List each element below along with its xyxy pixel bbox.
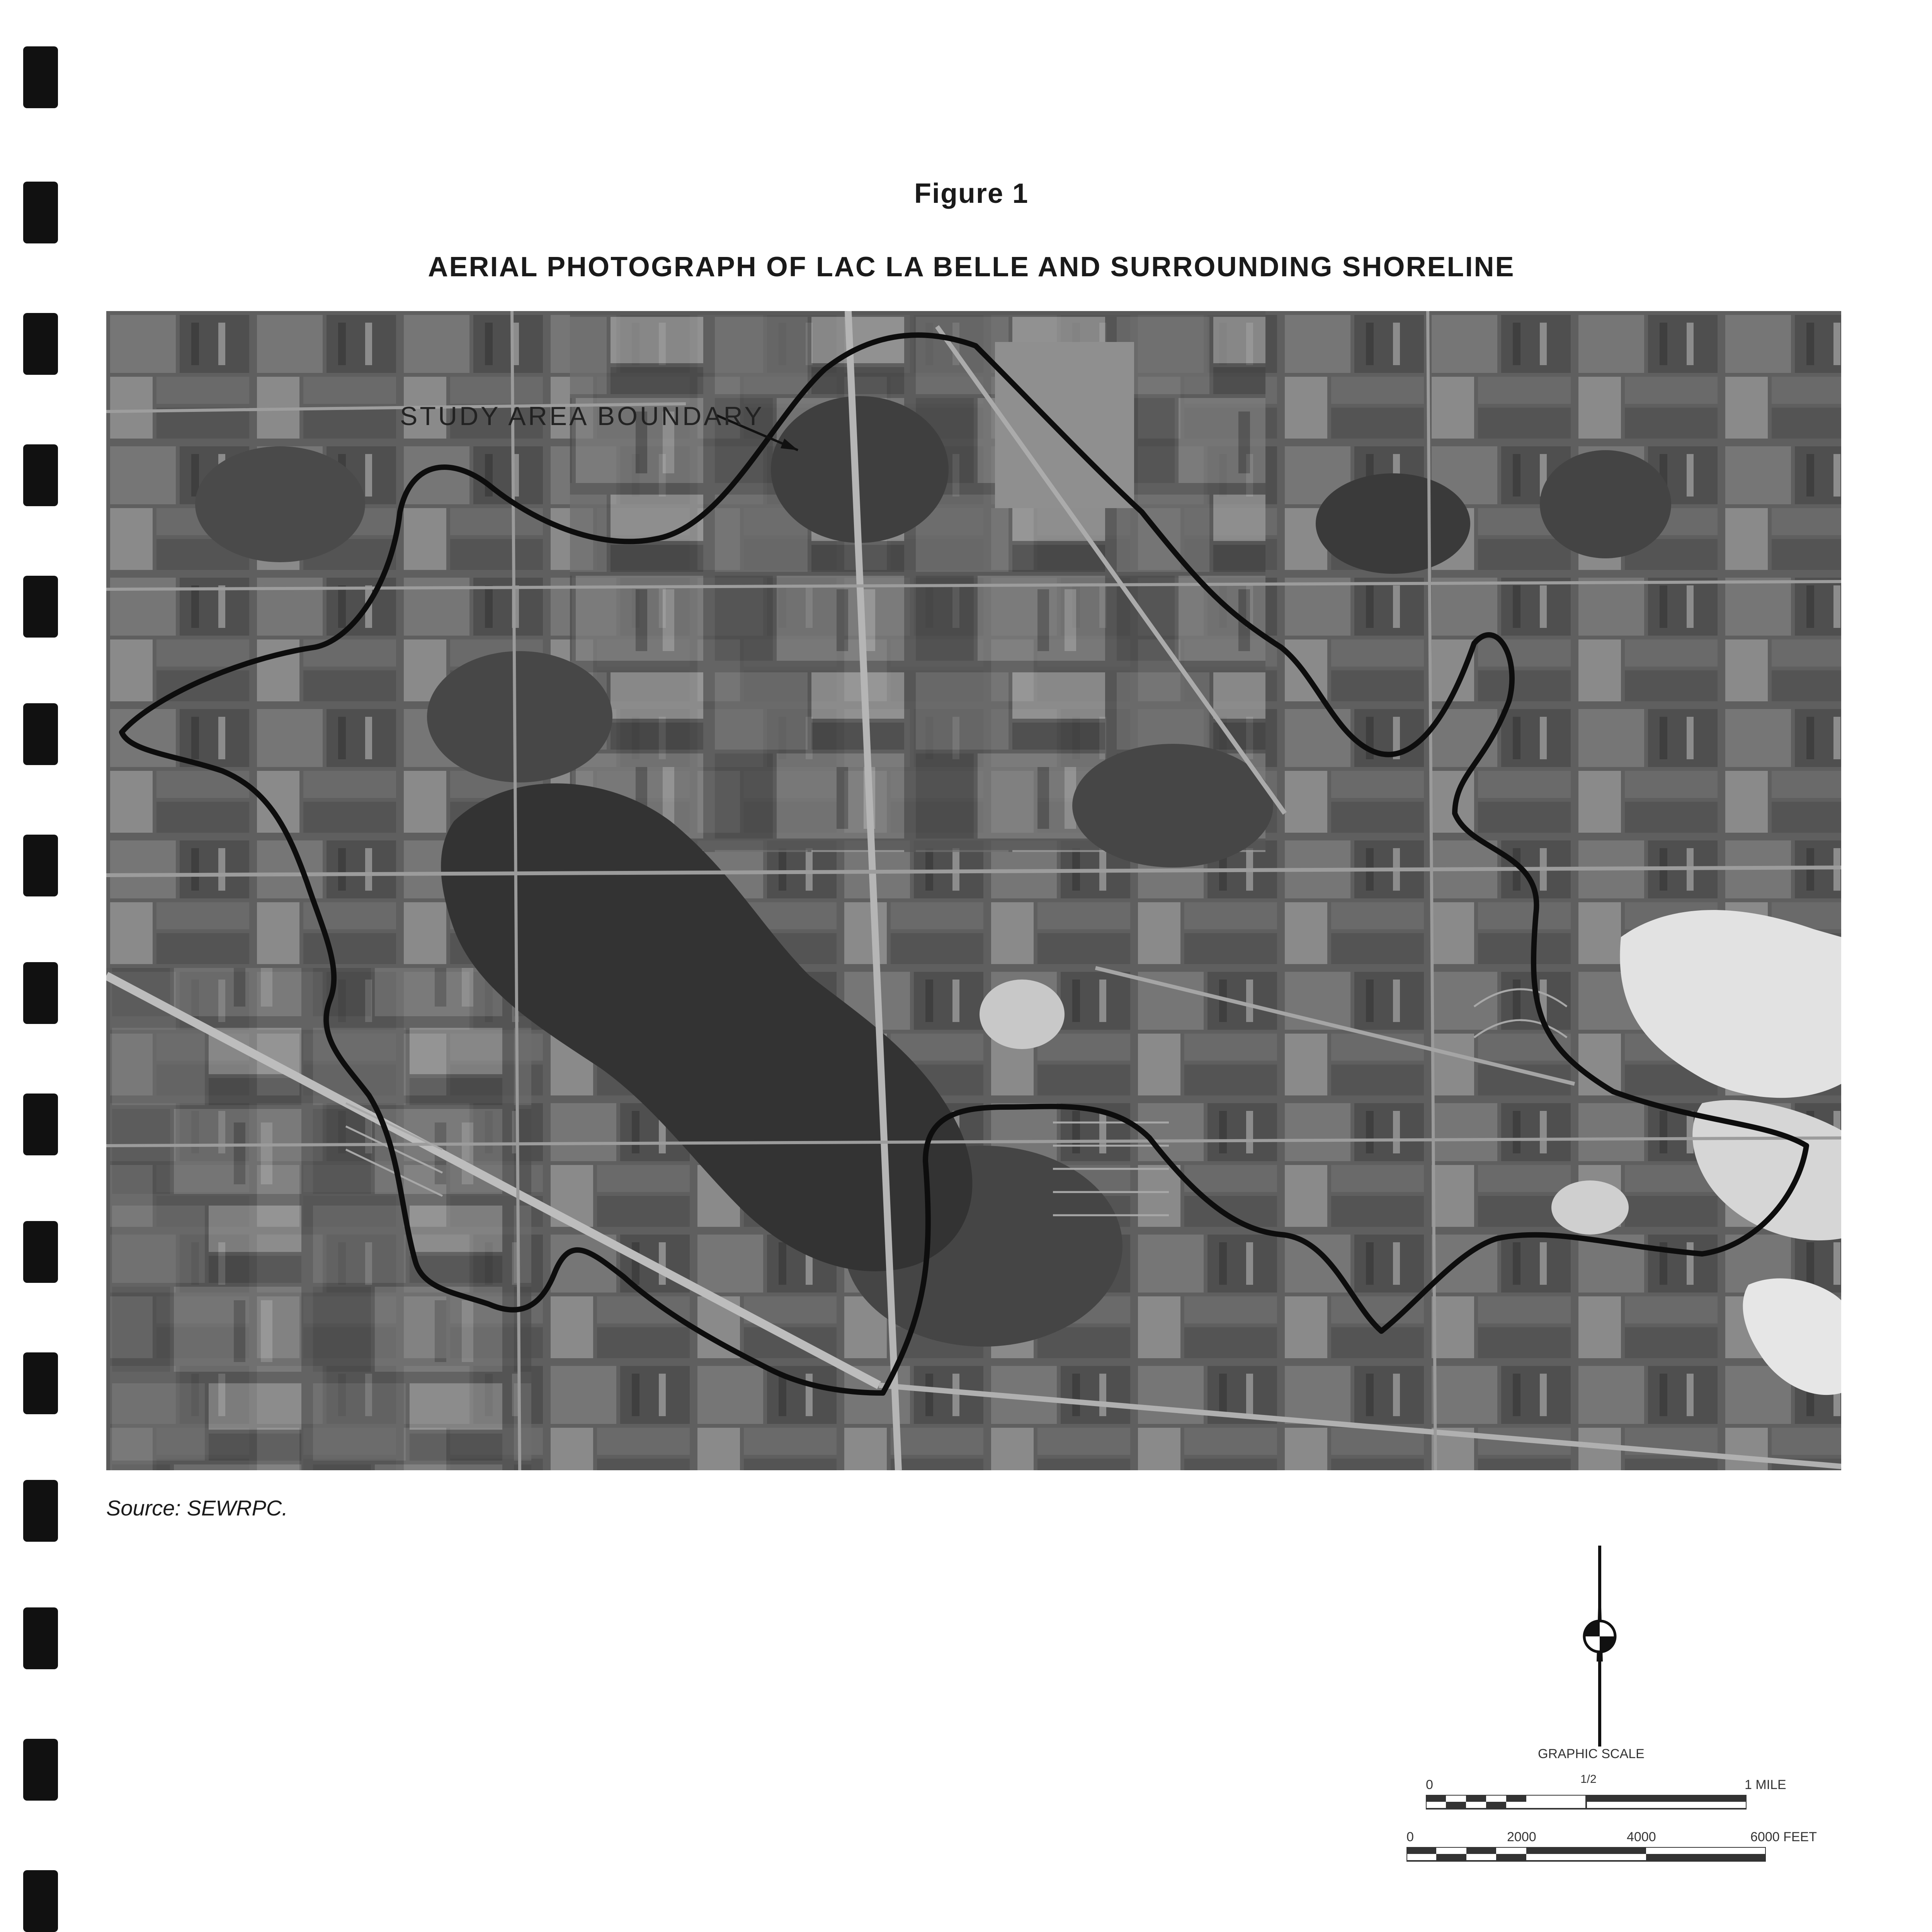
aerial-photo-graphic <box>106 311 1841 1470</box>
binding-hole <box>23 1221 58 1283</box>
north-arrow-icon <box>1561 1546 1638 1762</box>
scale-feet-start: 0 <box>1406 1830 1414 1844</box>
binding-hole <box>23 1607 58 1669</box>
binding-hole <box>23 46 58 108</box>
binding-hole <box>23 1870 58 1932</box>
figure-title: AERIAL PHOTOGRAPH OF LAC LA BELLE AND SURROUNDING SHORELINE <box>428 252 1515 282</box>
aerial-photograph <box>106 311 1841 1470</box>
scale-bar-feet <box>1406 1847 1766 1862</box>
scale-feet-2000: 2000 <box>1507 1830 1536 1844</box>
binding-holes <box>0 0 66 1932</box>
scale-title: GRAPHIC SCALE <box>1538 1747 1645 1761</box>
scale-feet-4000: 4000 <box>1627 1830 1656 1844</box>
graphic-scale <box>1391 1747 1847 1878</box>
binding-hole <box>23 1352 58 1414</box>
binding-hole <box>23 1480 58 1542</box>
scale-bar-miles <box>1426 1795 1747 1810</box>
scale-feet-end: 6000 FEET <box>1750 1830 1817 1844</box>
binding-hole <box>23 313 58 375</box>
binding-hole <box>23 576 58 638</box>
source-value: SEWRPC. <box>187 1496 288 1520</box>
figure-label: Figure 1 <box>914 178 1029 209</box>
study-area-annotation: STUDY AREA BOUNDARY <box>400 401 764 431</box>
binding-hole <box>23 962 58 1024</box>
binding-hole <box>23 835 58 896</box>
scale-mile-end: 1 MILE <box>1745 1777 1786 1792</box>
binding-hole <box>23 444 58 506</box>
binding-hole <box>23 703 58 765</box>
binding-hole <box>23 1094 58 1155</box>
scale-mile-half: 1/2 <box>1580 1773 1597 1786</box>
scale-mile-start: 0 <box>1426 1777 1433 1792</box>
figure-source <box>106 1495 288 1520</box>
source-label: Source: <box>106 1496 181 1520</box>
binding-hole <box>23 1739 58 1801</box>
